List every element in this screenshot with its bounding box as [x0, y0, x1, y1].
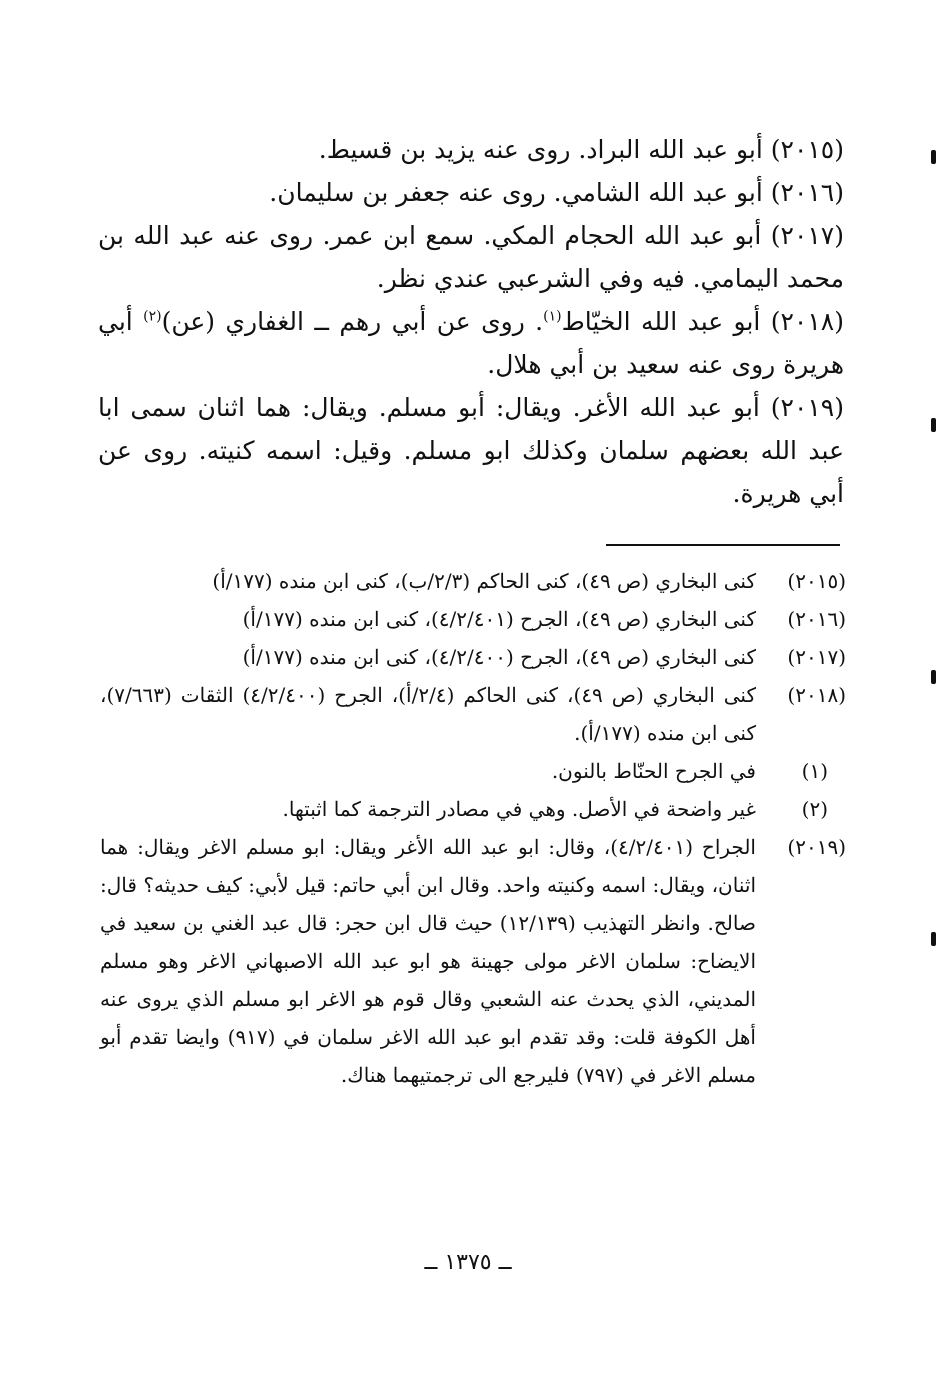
- footnote-text: الجراح (٤/٢/٤٠١)، وقال: ابو عبد الله الأغر ويقال: ابو مسلم الاغر ويقال: هما اثنان، ويقال: اسمه وكنيته واحد. وقال ابن أبي حاتم: قيل لأبي: كيف حديثه؟ قال: صالح. وانظر التهذيب (١٢/١٣٩) حيث قال ابن حجر: قال عبد الغني بن سعيد في الايضاح: سلمان الاغر مولى جهينة هو ابو عبد الله الاصبهاني الاغر وهو مسلم المديني، الذي يحدث عنه الشعبي وقال قوم هو الاغر ابو مسلم الذي يروى عنه أهل الكوفة قلت: وقد تقدم ابو عبد الله الاغر سلمان في (٩١٧) وايضا تقدم أبو مسلم الاغر في (٧٩٧) فليرجع الى ترجمتيهما هناك.: [100, 835, 756, 1087]
- entry-2019: (٢٠١٩) أبو عبد الله الأغر. ويقال: أبو مسلم. ويقال: هما اثنان سمى ابا عبد الله بعضهم سلمان وكذلك ابو مسلم. وقيل: اسمه كنيته. روى عن أبي هريرة.: [98, 393, 844, 508]
- footnote-text: كنى البخاري (ص ٤٩)، الجرح (٤/٢/٤٠١)، كنى ابن منده (١٧٧/أ): [242, 607, 756, 631]
- footnote-number: (٢٠١٩): [787, 835, 846, 859]
- footnotes: [100, 562, 846, 1094]
- main-entries: [98, 128, 844, 515]
- footnote-text: غير واضحة في الأصل. وهي في مصادر الترجمة كما اثبتها.: [282, 797, 756, 821]
- footnote-2018: [100, 676, 846, 752]
- footnote-1: [100, 752, 846, 790]
- footnote-2017: [100, 638, 846, 676]
- margin-speck: [931, 418, 936, 432]
- footnote-number: (٢٠١٥): [787, 569, 846, 593]
- page-number: ــ ١٣٧٥ ــ: [424, 1250, 512, 1275]
- entry-2017: (٢٠١٧) أبو عبد الله الحجام المكي. سمع ابن عمر. روى عنه عبد الله بن محمد اليمامي. فيه وفي الشرعبي عندي نظر.: [98, 221, 844, 293]
- footnote-2015: [100, 562, 846, 600]
- footnote-number: (٢٠١٨): [787, 683, 846, 707]
- margin-speck: [931, 932, 936, 946]
- footnote-text: في الجرح الحنّاط بالنون.: [551, 759, 756, 783]
- entry-2018-before: (٢٠١٨) أبو عبد الله الخيّاط: [561, 307, 844, 336]
- footnote-number: (٢٠١٦): [787, 607, 846, 631]
- footnote-ref-2: (٢): [143, 308, 162, 325]
- entry-2018-after: أبي هريرة روى عنه سعيد بن أبي هلال.: [98, 307, 844, 379]
- footnote-number: (٢٠١٧): [787, 645, 846, 669]
- footnote-text: كنى البخاري (ص ٤٩)، كنى الحاكم (٢/٣/ب)، كنى ابن منده (١٧٧/أ): [212, 569, 756, 593]
- entry-2018-middle: . روى عن أبي رهم ــ الغفاري (عن): [161, 307, 544, 336]
- footnote-number: (١): [801, 759, 828, 783]
- entry-2015: (٢٠١٥) أبو عبد الله البراد. روى عنه يزيد بن قسيط.: [318, 135, 844, 164]
- entry-2016: (٢٠١٦) أبو عبد الله الشامي. روى عنه جعفر بن سليمان.: [269, 178, 844, 207]
- footnote-number: (٢): [801, 797, 828, 821]
- footnote-text: كنى البخاري (ص ٤٩)، كنى الحاكم (٢/٤/أ)، الجرح (٤/٢/٤٠٠) الثقات (٧/٦٦٣)، كنى ابن منده (١٧٧/أ).: [100, 683, 756, 745]
- margin-speck: [931, 670, 936, 684]
- footnote-2016: [100, 600, 846, 638]
- footnote-ref-1: (١): [543, 308, 562, 325]
- margin-speck: [931, 150, 936, 164]
- entry-2018: [98, 300, 844, 386]
- footnote-separator: [606, 544, 840, 546]
- footnote-text: كنى البخاري (ص ٤٩)، الجرح (٤/٢/٤٠٠)، كنى ابن منده (١٧٧/أ): [242, 645, 756, 669]
- footnote-2: [100, 790, 846, 828]
- footnote-2019: [100, 828, 846, 1094]
